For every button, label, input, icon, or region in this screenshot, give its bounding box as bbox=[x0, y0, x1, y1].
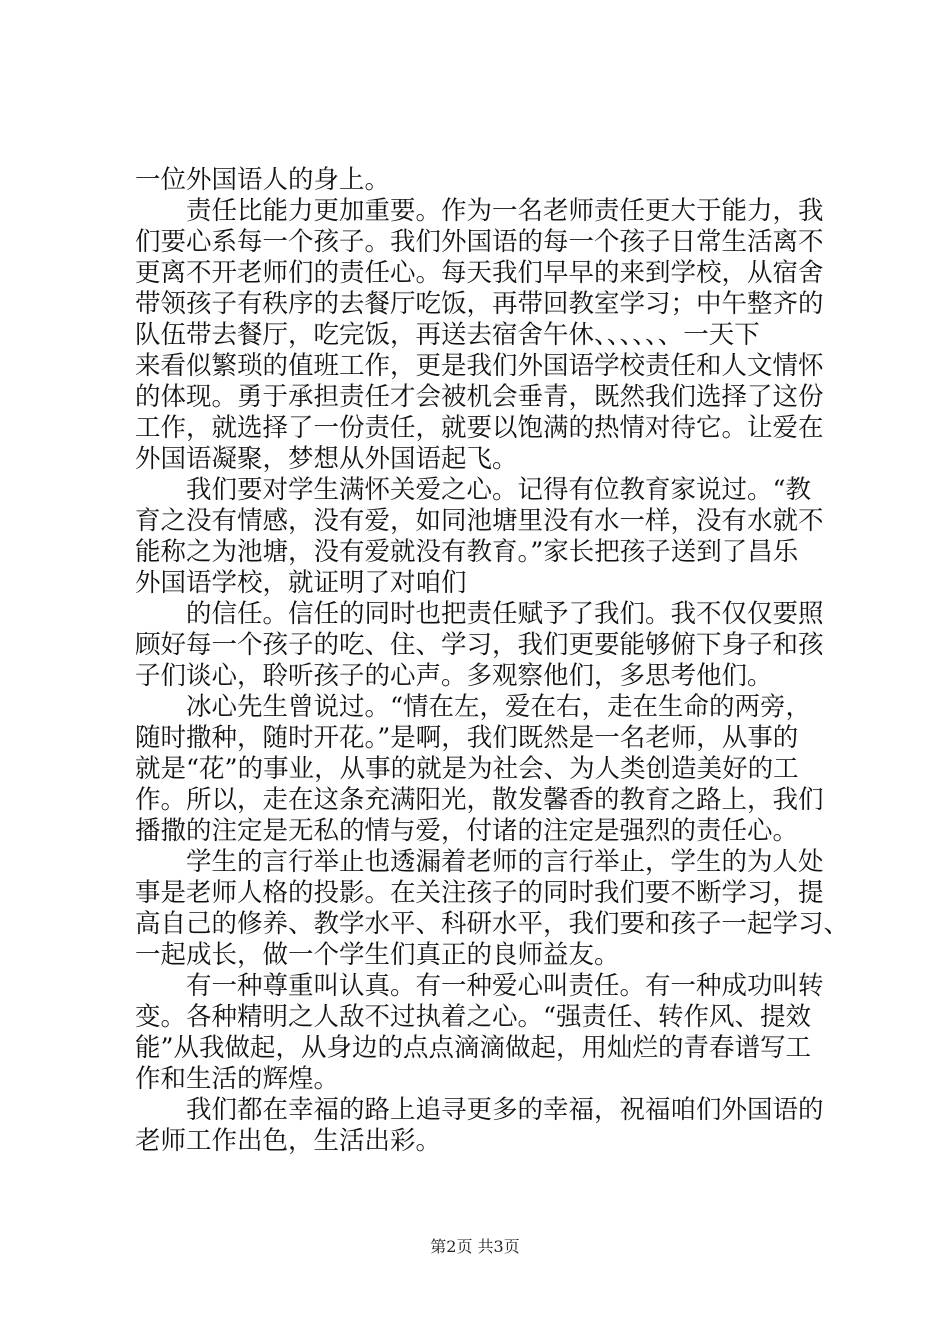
document-body bbox=[135, 165, 850, 1157]
text-line: 的信任。信任的同时也把责任赋予了我们。我不仅仅要照 bbox=[186, 599, 824, 629]
text-line: 老师工作出色，生活出彩。 bbox=[135, 1126, 442, 1156]
text-line: 责任比能力更加重要。作为一名老师责任更大于能力，我 bbox=[186, 196, 824, 226]
page-footer bbox=[0, 1237, 950, 1257]
text-line: 带领孩子有秩序的去餐厅吃饭，再带回教室学习；中午整齐的 bbox=[135, 289, 824, 319]
text-line: 学生的言行举止也透漏着老师的言行举止，学生的为人处 bbox=[186, 847, 824, 877]
text-line: 的体现。勇于承担责任才会被机会垂青，既然我们选择了这份 bbox=[135, 382, 824, 412]
text-line: 外国语凝聚，梦想从外国语起飞。 bbox=[135, 444, 518, 474]
text-line: 就是“花”的事业，从事的就是为社会、为人类创造美好的工 bbox=[135, 754, 799, 784]
text-line: 作和生活的辉煌。 bbox=[135, 1064, 340, 1094]
text-line: 我们都在幸福的路上追寻更多的幸福，祝福咱们外国语的 bbox=[186, 1095, 824, 1125]
text-line: 一起成长，做一个学生们真正的良师益友。 bbox=[135, 940, 620, 970]
text-line: 一位外国语人的身上。 bbox=[135, 165, 391, 195]
text-line: 子们谈心，聆听孩子的心声。多观察他们，多思考他们。 bbox=[135, 661, 773, 691]
text-line: 们要心系每一个孩子。我们外国语的每一个孩子日常生活离不 bbox=[135, 227, 824, 257]
text-line: 能称之为池塘，没有爱就没有教育。”家长把孩子送到了昌乐 bbox=[135, 537, 799, 567]
text-line: 事是老师人格的投影。在关注孩子的同时我们要不断学习，提 bbox=[135, 878, 824, 908]
text-line: 工作，就选择了一份责任，就要以饱满的热情对待它。让爱在 bbox=[135, 413, 824, 443]
text-line: 播撒的注定是无私的情与爱，付诸的注定是强烈的责任心。 bbox=[135, 816, 799, 846]
text-line: 育之没有情感，没有爱，如同池塘里没有水一样，没有水就不 bbox=[135, 506, 824, 536]
text-line: 我们要对学生满怀关爱之心。记得有位教育家说过。“教 bbox=[186, 475, 812, 505]
text-line: 冰心先生曾说过。“情在左，爱在右，走在生命的两旁， bbox=[186, 692, 812, 722]
text-line: 有一种尊重叫认真。有一种爱心叫责任。有一种成功叫转 bbox=[186, 971, 824, 1001]
text-line: 高自己的修养、教学水平、科研水平，我们要和孩子一起学习、 bbox=[135, 909, 850, 939]
text-line: 作。所以，走在这条充满阳光，散发馨香的教育之路上，我们 bbox=[135, 785, 824, 815]
text-line: 队伍带去餐厅，吃完饭，再送去宿舍午休、、、、、、一天下 bbox=[135, 320, 760, 350]
text-line: 更离不开老师们的责任心。每天我们早早的来到学校，从宿舍 bbox=[135, 258, 824, 288]
text-line: 外国语学校，就证明了对咱们 bbox=[135, 568, 467, 598]
text-line: 变。各种精明之人敌不过执着之心。“强责任、转作风、提效 bbox=[135, 1002, 812, 1032]
page-number-indicator: 第2页 共3页 bbox=[430, 1237, 520, 1256]
text-line: 顾好每一个孩子的吃、住、学习，我们更要能够俯下身子和孩 bbox=[135, 630, 824, 660]
text-line: 来看似繁琐的值班工作，更是我们外国语学校责任和人文情怀 bbox=[135, 351, 824, 381]
text-line: 能”从我做起，从身边的点点滴滴做起，用灿烂的青春谱写工 bbox=[135, 1033, 812, 1063]
text-line: 随时撒种，随时开花。”是啊，我们既然是一名老师，从事的 bbox=[135, 723, 799, 753]
